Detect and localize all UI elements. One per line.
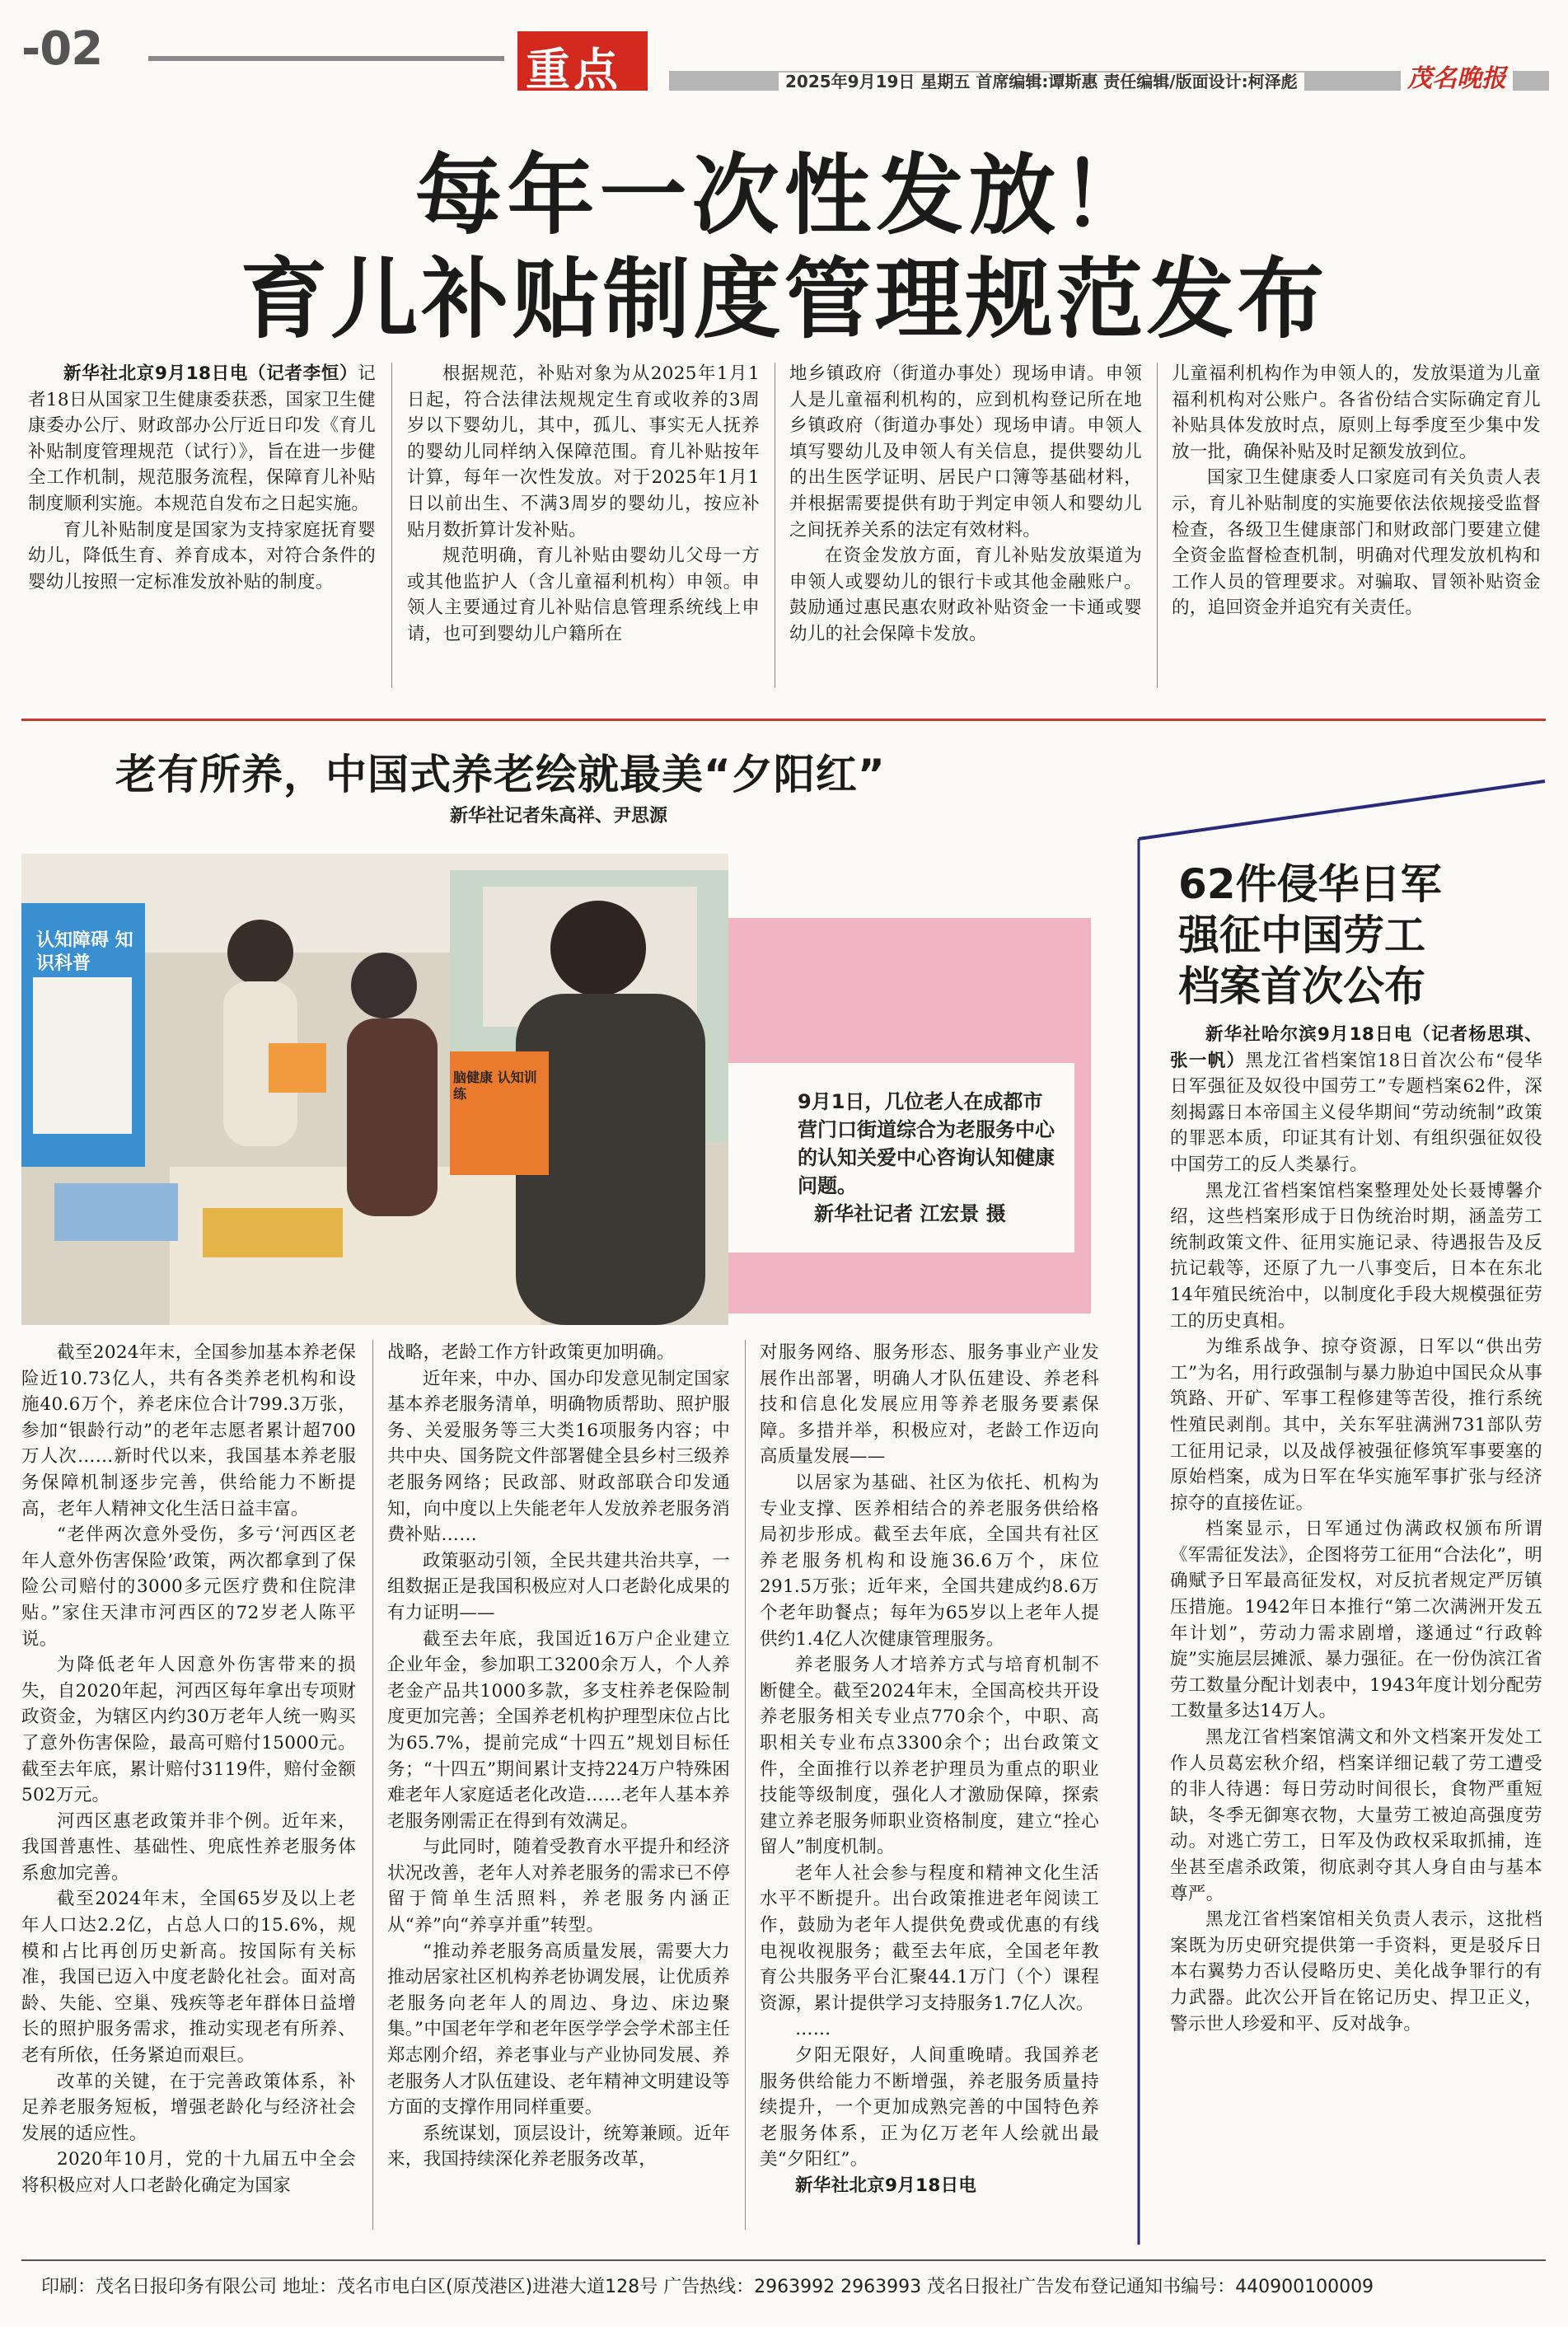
paragraph: 育儿补贴制度是国家为支持家庭抚育婴幼儿，降低生育、养育成本，对符合条件的婴幼儿按照一定标准发放补贴的制度。 xyxy=(28,519,376,592)
paragraph: 2020年10月，党的十九届五中全会将积极应对人口老龄化确定为国家 xyxy=(21,2149,356,2196)
paragraph: 档案显示，日军通过伪满政权颁布所谓《军需征发法》，企图将劳工征用“合法化”，明确赋予日军最高征发权，对反抗者规定严厉镇压措施。1942年日本推行“第二次满洲开发五年计划”，劳动力需求剧增，遂通过“行政斡旋”实施层层摊派、暴力强征。在一份伪滨江省劳工数量分配计划表中，1943年度计划分配劳工数量多达14万人。 xyxy=(1170,1519,1542,1722)
headline-line: 强征中国劳工 xyxy=(1178,911,1425,959)
paragraph: 黑龙江省档案馆相关负责人表示，这批档案既为历史研究提供第一手资料，更是驳斥日本右翼势力否认侵略历史、美化战争罪行的有力武器。此次公开旨在铭记历史、捍卫正义，警示世人珍爱和平、反对战争。 xyxy=(1170,1909,1542,2034)
paragraph: 与此同时，随着受教育水平提升和经济状况改善，老年人对养老服务的需求已不停留于简单生活照料，养老服务内涵正从“养”向“养享并重”转型。 xyxy=(387,1837,730,1936)
masthead-logo: 茂名晚报 xyxy=(1401,64,1513,94)
paragraph: 记者18日从国家卫生健康委获悉，国家卫生健康委办公厅、财政部办公厅近日印发《育儿补贴制度管理规范（试行）》，旨在进一步健全工作机制，规范服务流程，保障育儿补贴制度顺利实施。本规范自发布之日起实施。 xyxy=(28,363,376,514)
paragraph: 截至2024年末，全国参加基本养老保险近10.73亿人，共有各类养老机构和设施40.6万个，养老床位合计799.3万张，参加“银龄行动”的老年志愿者累计超700万人次……新时代以来，我国基本养老服务保障机制逐步完善，供给能力不断提高，老年人精神文化生活日益丰富。 xyxy=(21,1342,356,1519)
header-left-rule xyxy=(148,56,504,61)
paragraph: 黑龙江省档案馆档案整理处处长聂博馨介绍，这些档案形成于日伪统治时期，涵盖劳工统制政策文件、征用实施记录、待遇报告及反抗记载等，还原了九一八事变后，日本在东北14年殖民统治中，以制度化手段大规模强征劳工的历史真相。 xyxy=(1170,1180,1542,1332)
paragraph: 根据规范，补贴对象为从2025年1月1日起，符合法律法规规定生育或收养的3周岁以下婴幼儿，其中，孤儿、事实无人抚养的婴幼儿同样纳入保障范围。育儿补贴按年计算，每年一次性发放。对于2025年1月1日以前出生、不满3周岁的婴幼儿，按应补贴月数折算计发补贴。 xyxy=(407,363,760,541)
page-number: -02 xyxy=(21,22,103,76)
paragraph: 河西区惠老政策并非个例。近年来，我国普惠性、基础性、兜底性养老服务体系愈加完善。 xyxy=(21,1810,356,1884)
column-divider xyxy=(372,1340,373,2230)
column-divider xyxy=(391,363,392,688)
paragraph: 规范明确，育儿补贴由婴幼儿父母一方或其他监护人（含儿童福利机构）申领。申领人主要通过育儿补贴信息管理系统线上申请，也可到婴幼儿户籍所在 xyxy=(407,545,760,644)
section-badge xyxy=(517,31,648,96)
paragraph: 对服务网络、服务形态、服务事业产业发展作出部署，明确人才队伍建设、养老科技和信息化发展应用等养老服务要素保障。多措并举，积极应对，老龄工作迈向高质量发展—— xyxy=(760,1342,1099,1468)
footer-imprint: 印刷：茂名日报印务有限公司 地址：茂名市电白区(原茂港区)进港大道128号 广告热线：2963992 2963993 茂名日报社广告发布登记通知书编号：440900100009 xyxy=(41,2277,1374,2297)
paragraph: 近年来，中办、国办印发意见制定国家基本养老服务清单，明确物质帮助、照护服务、关爱服务等三大类16项服务内容；中共中央、国务院文件部署健全县乡村三级养老服务网络；民政部、财政部联合印发通知，向中度以上失能老年人发放养老服务消费补贴…… xyxy=(387,1368,730,1546)
column-divider xyxy=(745,1340,746,2230)
paragraph: 为维系战争、掠夺资源，日军以“供出劳工”为名，用行政强制与暴力胁迫中国民众从事筑路、开矿、军事工程修建等苦役，推行系统性殖民剥削。其中，关东军驻满洲731部队劳工征用记录，以及战俘被强征修筑军事要塞的原始档案，成为日军在华实施军事扩张与经济掠夺的直接佐证。 xyxy=(1170,1337,1542,1514)
headline-line-2: 育儿补贴制度管理规范发布 xyxy=(240,249,1328,350)
paragraph: 国家卫生健康委人口家庭司有关负责人表示，育儿补贴制度的实施要依法依规接受监督检查，各级卫生健康部门和财政部门要建立健全资金监督检查机制，明确对代理发放机构和工作人员的管理要求。对骗取、冒领补贴资金的，追回资金并追究有关责任。 xyxy=(1172,467,1541,619)
caption-text: 9月1日，几位老人在成都市营门口街道综合为老服务中心的认知关爱中心咨询认知健康问题。 xyxy=(798,1090,1055,1197)
article2-end-tag: 新华社北京9月18日电 xyxy=(795,2175,977,2196)
footer-rule xyxy=(21,2259,1546,2261)
article2-column-1 xyxy=(21,1340,356,2230)
photo-caption xyxy=(798,1088,1061,1228)
paragraph: 改革的关键，在于完善政策体系，补足养老服务短板，增强老龄化与经济社会发展的适应性。 xyxy=(21,2071,356,2144)
paragraph: …… xyxy=(795,2019,831,2040)
photo-caption-box xyxy=(728,918,1091,1313)
article1-column-4 xyxy=(1172,361,1541,691)
headline-line: 档案首次公布 xyxy=(1178,962,1425,1010)
article3-body xyxy=(1170,1022,1542,2208)
section-label: 重点 xyxy=(526,44,621,96)
paragraph: 黑龙江省档案馆满文和外文档案开发处工作人员葛宏秋介绍，档案详细记载了劳工遭受的非人待遇：每日劳动时间很长，食物严重短缺，冬季无御寒衣物，大量劳工被迫高强度劳动。对逃亡劳工，日军及伪政权采取抓捕，连坐甚至虐杀政策，彻底剥夺其人身自由与基本尊严。 xyxy=(1170,1727,1542,1904)
headline-line-1: 每年一次性发放！ xyxy=(414,145,1154,246)
paragraph: 截至去年底，我国近16万户企业建立企业年金，参加职工3200余万人，个人养老金产品共1000多款，多支柱养老保险制度更加完善；全国养老机构护理型床位占比为65.7%，提前完成“十四五”规划目标任务；“十四五”期间累计支持224万户特殊困难老年人家庭适老化改造……老年人基本养老服务刚需正在得到有效满足。 xyxy=(387,1628,730,1832)
article1-column-1 xyxy=(28,361,376,691)
paragraph: 战略，老龄工作方针政策更加明确。 xyxy=(387,1342,675,1363)
paragraph: 养老服务人才培养方式与培育机制不断健全。截至2024年末，全国高校共开设养老服务相关专业点770余个，中职、高职相关专业布点3300余个；出台政策文件，全面推行以养老护理员为重点的职业技能等级制度，强化人才激励保障，探索建立养老服务师职业资格制度，建立“拴心留人”制度机制。 xyxy=(760,1655,1099,1858)
article2-byline: 新华社记者朱高祥、尹思源 xyxy=(450,806,668,826)
paragraph: 以居家为基础、社区为依托、机构为专业支撑、医养相结合的养老服务供给格局初步形成。截至去年底，全国共有社区养老服务机构和设施36.6万个，床位291.5万张；近年来，全国共建成约8.6万个老年助餐点；每年为65岁以上老年人提供约1.4亿人次健康管理服务。 xyxy=(760,1472,1099,1650)
paragraph: 儿童福利机构作为申领人的，发放渠道为儿童福利机构对公账户。各省份结合实际确定育儿补贴具体发放时点，原则上每季度至少集中发放一批，确保补贴及时足额发放到位。 xyxy=(1172,363,1541,462)
paragraph: “老伴两次意外受伤，多亏‘河西区老年人意外伤害保险’政策，两次都拿到了保险公司赔付的3000多元医疗费和住院津贴。”家住天津市河西区的72岁老人陈平说。 xyxy=(21,1524,356,1650)
column-divider xyxy=(1157,363,1158,688)
paragraph: 在资金发放方面，育儿补贴发放渠道为申领人或婴幼儿的银行卡或其他金融账户。鼓励通过惠民惠农财政补贴资金一卡通或婴幼儿的社会保障卡发放。 xyxy=(789,545,1142,644)
article1-dateline: 新华社北京9月18日电（记者李恒） xyxy=(63,363,358,384)
paragraph: 地乡镇政府（街道办事处）现场申请。申领人是儿童福利机构的，应到机构登记所在地乡镇政府（街道办事处）现场申请。申领人填写婴幼儿及申领人有关信息，提供婴幼儿的出生医学证明、居民户口簿等基础材料，并根据需要提供有助于判定申领人和婴幼儿之间抚养关系的法定有效材料。 xyxy=(789,363,1142,541)
paragraph: 为降低老年人因意外伤害带来的损失，自2020年起，河西区每年拿出专项财政资金，为辖区内约30万老年人统一购买了意外伤害保险，最高可赔付15000元。截至去年底，累计赔付3119件，赔付金额502万元。 xyxy=(21,1655,356,1806)
photo-book-text: 脑健康 认知训练 xyxy=(453,1070,537,1102)
article1-column-3 xyxy=(789,361,1142,691)
article3-dateline: 新华社哈尔滨9月18日电（记者杨思琪、张一帆） xyxy=(1170,1024,1542,1071)
paragraph: “推动养老服务高质量发展，需要大力推动居家社区机构养老协调发展，让优质养老服务向老年人的周边、身边、床边聚集。”中国老年学和老年医学学会学术部主任郑志刚介绍，养老事业与产业协同发展、养老服务人才队伍建设、老年精神文明建设等方面的支撑作用同样重要。 xyxy=(387,1941,730,2119)
caption-credit: 新华社记者 江宏景 摄 xyxy=(814,1202,1006,1225)
photo-sign-text: 认知障碍 知识科普 xyxy=(36,930,133,974)
headline-line: 62件侵华日军 xyxy=(1178,860,1442,908)
article2-column-2 xyxy=(387,1340,730,2230)
news-photo xyxy=(21,854,728,1325)
paragraph: 截至2024年末，全国65岁及以上老年人口达2.2亿，占总人口的15.6%，规模和占比再创历史新高。按国际有关标准，我国已迈入中度老龄化社会。面对高龄、失能、空巢、残疾等老年群体日益增长的照护服务需求，推动实现老有所养、老有所依，任务紧迫而艰巨。 xyxy=(21,1889,356,2067)
article1-column-2 xyxy=(407,361,760,691)
header-info: 2025年9月19日 星期五 首席编辑:谭斯惠 责任编辑/版面设计:柯泽彪 xyxy=(779,73,1304,91)
paragraph: 系统谋划，顶层设计，统筹兼顾。近年来，我国持续深化养老服务改革， xyxy=(387,2123,730,2170)
paragraph: 政策驱动引领，全民共建共治共享，一组数据正是我国积极应对人口老龄化成果的有力证明—— xyxy=(387,1550,730,1623)
paragraph: 黑龙江省档案馆18日首次公布“侵华日军强征及奴役中国劳工”专题档案62件，深刻揭露日本帝国主义侵华期间“劳动统制”政策的罪恶本质，印证其有计划、有组织强征奴役中国劳工的反人类暴行。 xyxy=(1170,1050,1542,1175)
paragraph: 夕阳无限好，人间重晚晴。我国养老服务供给能力不断增强，养老服务质量持续提升，一个更加成熟完善的中国特色养老服务体系，正为亿万老年人绘就出最美“夕阳红”。 xyxy=(760,2045,1099,2170)
article3-headline xyxy=(1178,859,1442,1012)
article2-headline: 老有所养，中国式养老绘就最美“夕阳红” xyxy=(115,751,886,798)
article2-column-3 xyxy=(760,1340,1099,2230)
section-divider xyxy=(21,719,1546,721)
paragraph: 老年人社会参与程度和精神文化生活水平不断提升。出台政策推进老年阅读工作，鼓励为老年人提供免费或优惠的有线电视收视服务；截至去年底，全国老年教育公共服务平台汇聚44.1万门（个）课程资源，累计提供学习支持服务1.7亿人次。 xyxy=(760,1862,1099,2014)
